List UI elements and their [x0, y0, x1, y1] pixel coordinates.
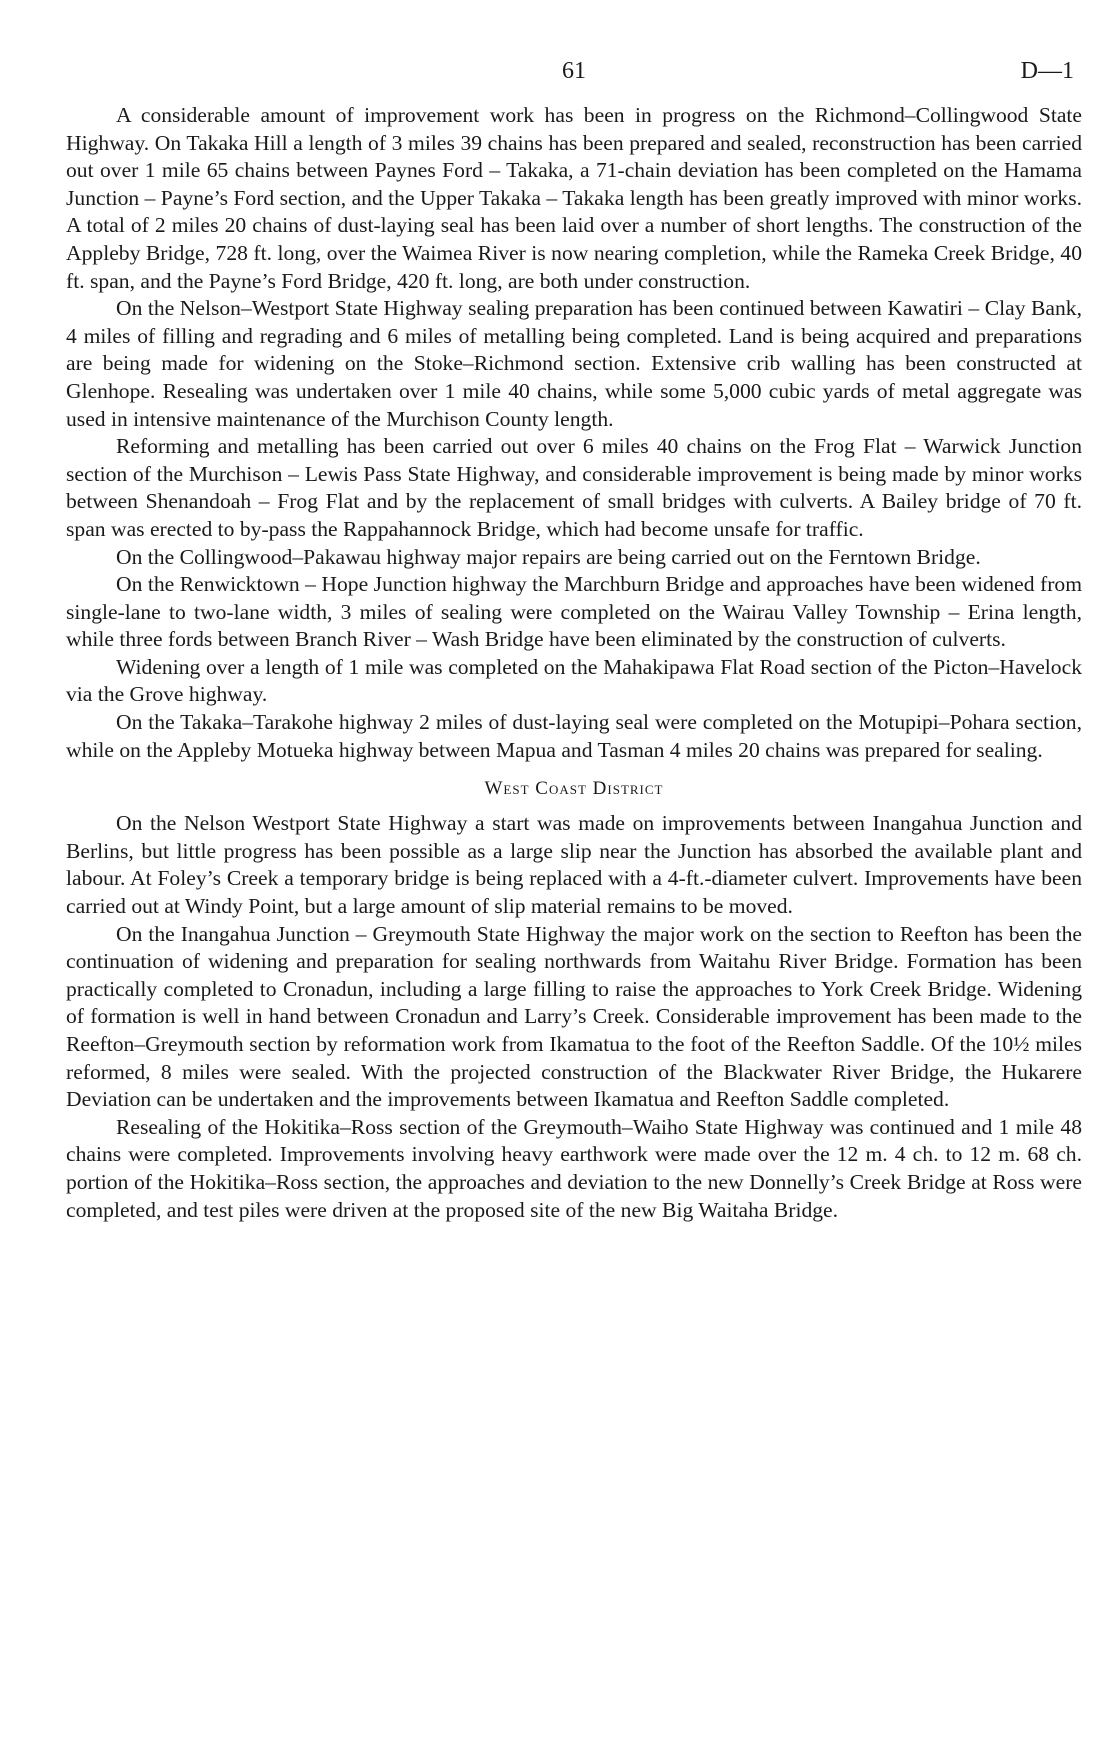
page-header [66, 58, 1082, 102]
paragraph: Reforming and metalling has been carried out over 6 miles 40 chains on the Frog Flat – Warwick Junction section of the Murchison – Lewis Pass State Highway, and considerable improvement is being made by minor works between Shenandoah – Frog Flat and by the replacement of small bridges with culverts. A Bailey bridge of 70 ft. span was erected to by-pass the Rappahannock Bridge, which had become unsafe for traffic. [66, 434, 1082, 541]
paragraph: On the Inangahua Junction – Greymouth State Highway the major work on the section to Reefton has been the continuation of widening and preparation for sealing northwards from Waitahu River Bridge. Formation has been practically completed to Cronadun, including a large filling to raise the approaches to York Creek Bridge. Widening of formation is well in hand between Cronadun and Larry’s Creek. Considerable improvement has been made to the Reefton–Greymouth section by reformation work from Ikamatua to the foot of the Reefton Saddle. Of the 10½ miles reformed, 8 miles were sealed. With the projected construction of the Blackwater River Bridge, the Hukarere Deviation can be undertaken and the improvements between Ikamatua and Reefton Saddle completed. [66, 921, 1082, 1112]
nelson-district-section [66, 102, 1082, 764]
paragraph: On the Takaka–Tarakohe highway 2 miles of dust-laying seal were completed on the Motupipi–Pohara section, while on the Appleby Motueka highway between Mapua and Tasman 4 miles 20 chains was prepared for sealing. [66, 710, 1082, 762]
west-coast-district-section [66, 810, 1082, 1224]
paragraph: On the Renwicktown – Hope Junction highway the Marchburn Bridge and approaches have been widened from single-lane to two-lane width, 3 miles of sealing were completed on the Wairau Valley Township – Erina length, while three fords between Branch River – Wash Bridge have been eliminated by the construction of culverts. [66, 572, 1082, 652]
paragraph: Widening over a length of 1 mile was completed on the Mahakipawa Flat Road section of the Picton–Havelock via the Grove highway. [66, 654, 1082, 707]
paragraph: Resealing of the Hokitika–Ross section of the Greymouth–Waiho State Highway was continued and 1 mile 48 chains were completed. Improvements involving heavy earthwork were made over the 12 m. 4 ch. to 12 m. 68 ch. portion of the Hokitika–Ross section, the approaches and deviation to the new Donnelly’s Creek Bridge at Ross were completed, and test piles were driven at the proposed site of the new Big Waitaha Bridge. [66, 1114, 1082, 1222]
paragraph: On the Nelson Westport State Highway a start was made on improvements between Inangahua Junction and Berlins, but little progress has been possible as a large slip near the Junction has absorbed the available plant and labour. At Foley’s Creek a temporary bridge is being replaced with a 4-ft.-diameter culvert. Improvements have been carried out at Windy Point, but a large amount of slip material remains to be moved. [66, 811, 1082, 919]
document-code: D—1 [1020, 58, 1074, 84]
document-page [66, 58, 1082, 1224]
paragraph: On the Collingwood–Pakawau highway major repairs are being carried out on the Ferntown Bridge. [116, 544, 981, 569]
section-heading: West Coast District [484, 778, 664, 800]
paragraph: A considerable amount of improvement work has been in progress on the Richmond–Collingwood State Highway. On Takaka Hill a length of 3 miles 39 chains has been prepared and sealed, reconstruction has been carried out over 1 mile 65 chains between Paynes Ford – Takaka, a 71-chain deviation has been completed on the Hamama Junction – Payne’s Ford section, and the Upper Takaka – Takaka length has been greatly improved with minor works. A total of 2 miles 20 chains of dust-laying seal has been laid over a number of short lengths. The construction of the Appleby Bridge, 728 ft. long, over the Waimea River is now nearing completion, while the Rameka Creek Bridge, 40 ft. span, and the Payne’s Ford Bridge, 420 ft. long, are both under construction. [66, 103, 1082, 293]
page-number: 61 [562, 58, 586, 84]
paragraph: On the Nelson–Westport State Highway sealing preparation has been continued between Kawatiri – Clay Bank, 4 miles of filling and regrading and 6 miles of metalling being completed. Land is being acquired and preparations are being made for widening on the Stoke–Richmond section. Extensive crib walling has been constructed at Glenhope. Resealing was undertaken over 1 mile 40 chains, while some 5,000 cubic yards of metal aggregate was used in intensive maintenance of the Murchison County length. [66, 296, 1082, 431]
